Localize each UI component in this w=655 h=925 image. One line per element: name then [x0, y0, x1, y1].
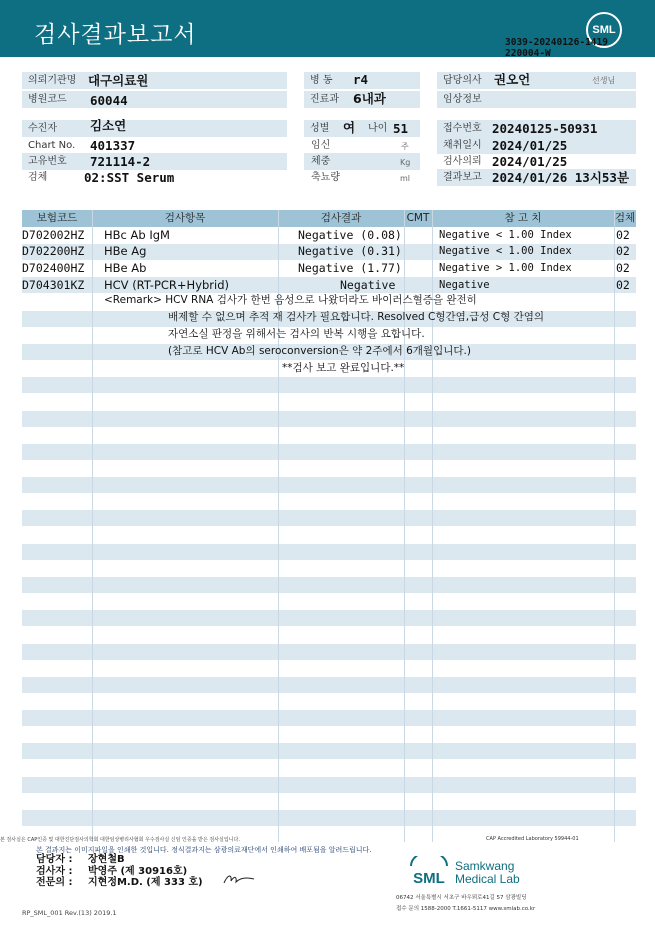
row-item: HBe Ab [104, 261, 147, 275]
row-spec: 02 [616, 228, 630, 242]
hospital-code-value: 60044 [90, 93, 128, 108]
row-code: D704301KZ [22, 278, 85, 292]
row-code: D702002HZ [22, 228, 85, 242]
table-stripe [22, 510, 636, 526]
remark-line: (참고로 HCV Ab의 seroconversion은 약 2주에서 6개월입니다.) [168, 345, 471, 357]
row-item: HBc Ab IgM [104, 228, 170, 242]
urine-unit: ml [400, 174, 411, 183]
row-result: Negative (1.77) [298, 261, 402, 275]
receipt-value: 20240125-50931 [492, 121, 598, 136]
col-divider [92, 210, 93, 842]
footer-note: 본 결과지는 이미지파일을 인쇄한 것입니다. 정식결과지는 삼광의료재단에서 인쇄하여 배포됨을 알려드립니다. [36, 846, 372, 854]
remark-line: <Remark> HCV RNA 검사가 한번 음성으로 나왔더라도 바이러스혈증을 완전히 [104, 294, 477, 306]
specialist-label: 전문의 : [36, 877, 73, 888]
collect-value: 2024/01/25 [492, 138, 568, 153]
row-code: D702400HZ [22, 261, 85, 275]
table-stripe [22, 577, 636, 593]
pregnancy-label: 임신 [311, 140, 331, 151]
row-ref: Negative [439, 279, 490, 291]
row-spec: 02 [616, 261, 630, 275]
weight-label: 체중 [311, 156, 331, 167]
table-stripe [22, 743, 636, 759]
age-value: 51 [393, 121, 409, 136]
th-cmt: CMT [406, 212, 430, 224]
receipt-label: 접수번호 [437, 120, 636, 137]
table-stripe [22, 477, 636, 493]
report-date-value: 2024/01/26 13시53분 [492, 170, 630, 185]
examiner-value: 박영주 (제 30916호) [88, 866, 188, 877]
age-label: 나이 [368, 123, 388, 134]
chart-no-value: 401337 [90, 138, 136, 153]
request-value: 2024/01/25 [492, 154, 568, 169]
remark-line: 배제할 수 없으며 추적 재 검사가 필요합니다. Resolved C형간염,급성 C형 간염의 [168, 311, 545, 323]
institution-label: 의뢰기관명 [22, 72, 287, 89]
th-result: 검사결과 [320, 212, 362, 224]
row-spec: 02 [616, 244, 630, 258]
row-code: D702200HZ [22, 244, 85, 258]
th-spec: 검체 [614, 212, 636, 224]
row-ref: Negative < 1.00 Index [439, 245, 572, 257]
request-label: 검사의뢰 [443, 156, 482, 167]
company-address: 06742 서울특별시 서초구 바우뫼로41길 57 삼광빌딩 [396, 895, 527, 901]
report-id: 3039-20240126-1419 220004-W [505, 37, 608, 59]
page-title: 검사결과보고서 [34, 22, 197, 48]
cert-text: 본 검사실은 CAP인증 및 대한진단검사의학회 대한임상병리사협회 우수검사실 신임 인증을 받은 검사실입니다. [0, 837, 240, 843]
manager-value: 장현철B [88, 854, 125, 865]
remark-line: 자연소실 판정을 위해서는 검사의 반복 시행을 요합니다. [168, 328, 425, 340]
row-result: Negative (0.08) [298, 228, 402, 242]
chart-no-label: Chart No. [28, 140, 76, 151]
unique-no-value: 721114-2 [90, 154, 151, 169]
row-result: Negative (0.31) [298, 244, 402, 258]
svg-text:SML: SML [413, 870, 445, 887]
report-complete-text: **검사 보고 완료입니다.** [282, 362, 405, 374]
table-stripe [22, 644, 636, 660]
row-ref: Negative > 1.00 Index [439, 262, 572, 274]
examiner-label: 검사자 : [36, 866, 73, 877]
sml-logo-icon: SML [586, 12, 622, 48]
table-stripe [22, 411, 636, 427]
table-stripe [22, 610, 636, 626]
hospital-code-label: 병원코드 [22, 91, 287, 108]
ward-value: r4 [353, 72, 369, 87]
urine-label: 축뇨량 [311, 172, 340, 183]
signature-icon [222, 872, 256, 886]
doctor-suffix: 선생님 [592, 76, 616, 85]
doctor-value: 권오언 [494, 72, 531, 87]
sml-company-logo-icon [407, 856, 451, 890]
ward-label: 병 동 [304, 72, 420, 89]
row-item: HCV (RT-PCR+Hybrid) [104, 278, 230, 292]
table-stripe [22, 377, 636, 393]
th-code: 보험코드 [36, 212, 78, 224]
company-phone: 접수 문의 1588-2000 T.1661-5117 www.smlab.co.kr [396, 906, 536, 912]
manager-label: 담당자 : [36, 854, 73, 865]
table-stripe [22, 444, 636, 460]
company-name: Samkwang Medical Lab [455, 859, 520, 886]
institution-value: 대구의료원 [88, 73, 149, 88]
pregnancy-unit: 주 [401, 142, 409, 151]
specialist-value: 지현정M.D. (제 333 호) [88, 877, 203, 888]
dept-value: 6내과 [353, 91, 386, 106]
dept-label: 진료과 [304, 91, 420, 108]
table-stripe [22, 677, 636, 693]
specimen-value: 02:SST Serum [84, 170, 175, 185]
th-item: 검사항목 [164, 212, 206, 224]
th-ref: 참 고 치 [504, 212, 542, 224]
collect-label: 채취일시 [443, 140, 482, 151]
patient-label: 수진자 [22, 120, 287, 137]
sex-label: 성별 [304, 120, 420, 137]
clinical-info-label: 임상정보 [437, 91, 636, 108]
patient-value: 김소연 [90, 118, 127, 133]
table-stripe [22, 710, 636, 726]
form-revision: RP_SML_001 Rev.(13) 2019.1 [22, 909, 117, 917]
sex-value: 여 [343, 120, 356, 135]
table-stripe [22, 777, 636, 793]
cap-text: CAP Accredited Laboratory 59944-01 [486, 836, 579, 842]
row-ref: Negative < 1.00 Index [439, 229, 572, 241]
result-table-header [22, 210, 636, 227]
weight-unit: Kg [400, 158, 411, 167]
row-result: Negative [340, 278, 396, 292]
row-item: HBe Ag [104, 244, 147, 258]
row-spec: 02 [616, 278, 630, 292]
table-stripe [22, 810, 636, 826]
unique-no-label: 고유번호 [28, 156, 67, 167]
report-date-label: 결과보고 [443, 172, 482, 183]
col-divider [614, 210, 615, 842]
doctor-label: 담당의사 [437, 72, 636, 89]
table-stripe [22, 544, 636, 560]
specimen-label: 검체 [28, 172, 48, 183]
